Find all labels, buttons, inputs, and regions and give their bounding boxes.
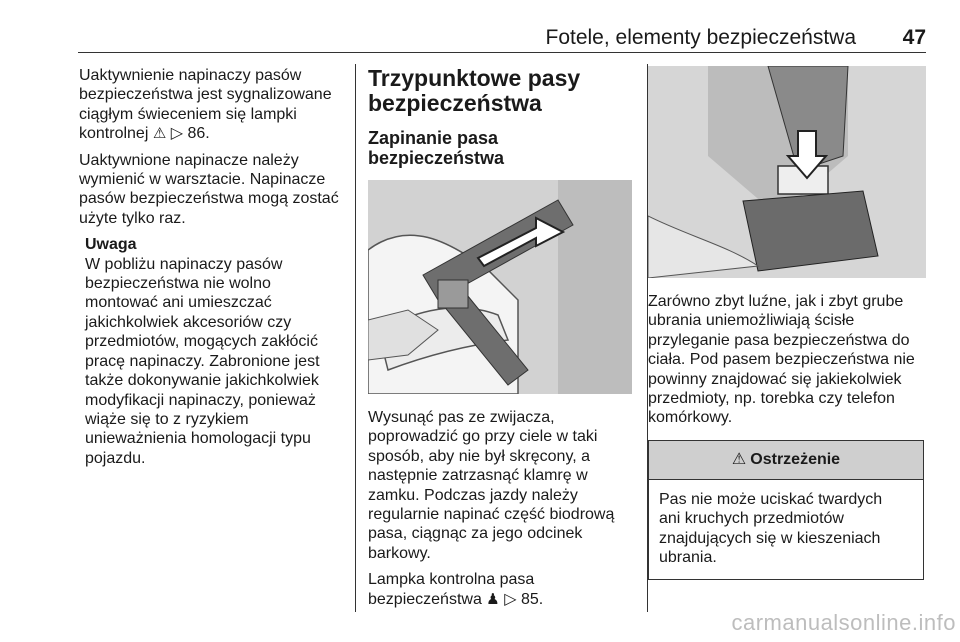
page-reference: 86. [187,125,210,143]
page-title: Fotele, elementy bezpieczeństwa [545,26,856,49]
note-box [85,235,345,468]
warning-body: Pas nie może uciskać twardych ani kruchych przedmiotów znajdujących się w kieszeniach ubrania. [659,490,883,567]
column-right [648,66,930,580]
warning-triangle-icon: ⚠ [731,451,747,469]
warning-title: Ostrzeżenie [750,451,841,469]
column-left [79,66,345,475]
paragraph: Uaktywnione napinacze należy wymienić w warsztacie. Napinacze pasów bezpieczeństwa mogą zostać użyte tylko raz. [79,151,339,227]
airbag-warning-icon: ⚠ [152,125,167,143]
subsection-heading: Zapinanie pasa bezpieczeństwa [368,128,505,168]
note-title: Uwaga [85,236,137,254]
page-header [78,26,926,53]
page-ref-icon: ▷ [504,590,517,608]
paragraph: Lampka kontrolna pasa bezpieczeństwa ♟ ▷ 85. [368,571,544,608]
paragraph: Zarówno zbyt luźne, jak i zbyt grube ubrania uniemożliwiają ścisłe przyleganie pasa bezpieczeństwa do ciała. Pod pasem bezpieczeństwa nie powinny znajdować się jakiekolwiek przedmioty, np. torebka czy telefon komórkowy. [648,293,915,427]
paragraph: Uaktywnienie napinaczy pasów bezpieczeństwa jest sygnalizowane ciągłym świeceniem się lampki kontrolnej ⚠ ▷ 86. [79,67,332,143]
seatbelt-icon: ♟ [486,590,500,608]
note-body: W pobliżu napinaczy pasów bezpieczeństwa nie wolno montować ani umieszczać jakichkolwiek akcesoriów czy przedmiotów, mogących zakłócić pracę napinaczy. Zabronione jest także dokonywanie jakichkolwiek modyfikacji napinaczy, ponieważ wiąże się to z ryzykiem unieważnienia homologacji typu pojazdu. [85,255,320,467]
column-middle [368,66,636,616]
warning-box [648,440,924,581]
page-ref-icon: ▷ [170,125,184,143]
column-divider [355,64,356,612]
watermark: carmanualsonline.info [731,610,956,635]
warning-header [649,441,923,480]
seatbelt-fastening-illustration [368,180,632,394]
page-reference: 85. [520,590,544,608]
page-number: 47 [902,26,926,49]
seatbelt-buckle-illustration [648,66,926,278]
section-heading: Trzypunktowe pasy bezpieczeństwa [368,65,581,116]
paragraph: Wysunąć pas ze zwijacza, poprowadzić go przy ciele w taki sposób, aby nie był skręcony, a następnie zatrzasnąć klamrę w zamku. Podczas jazdy należy regularnie napinać część biodrową pasa, ciągnąc za jego odcinek barkowy. [368,409,615,562]
